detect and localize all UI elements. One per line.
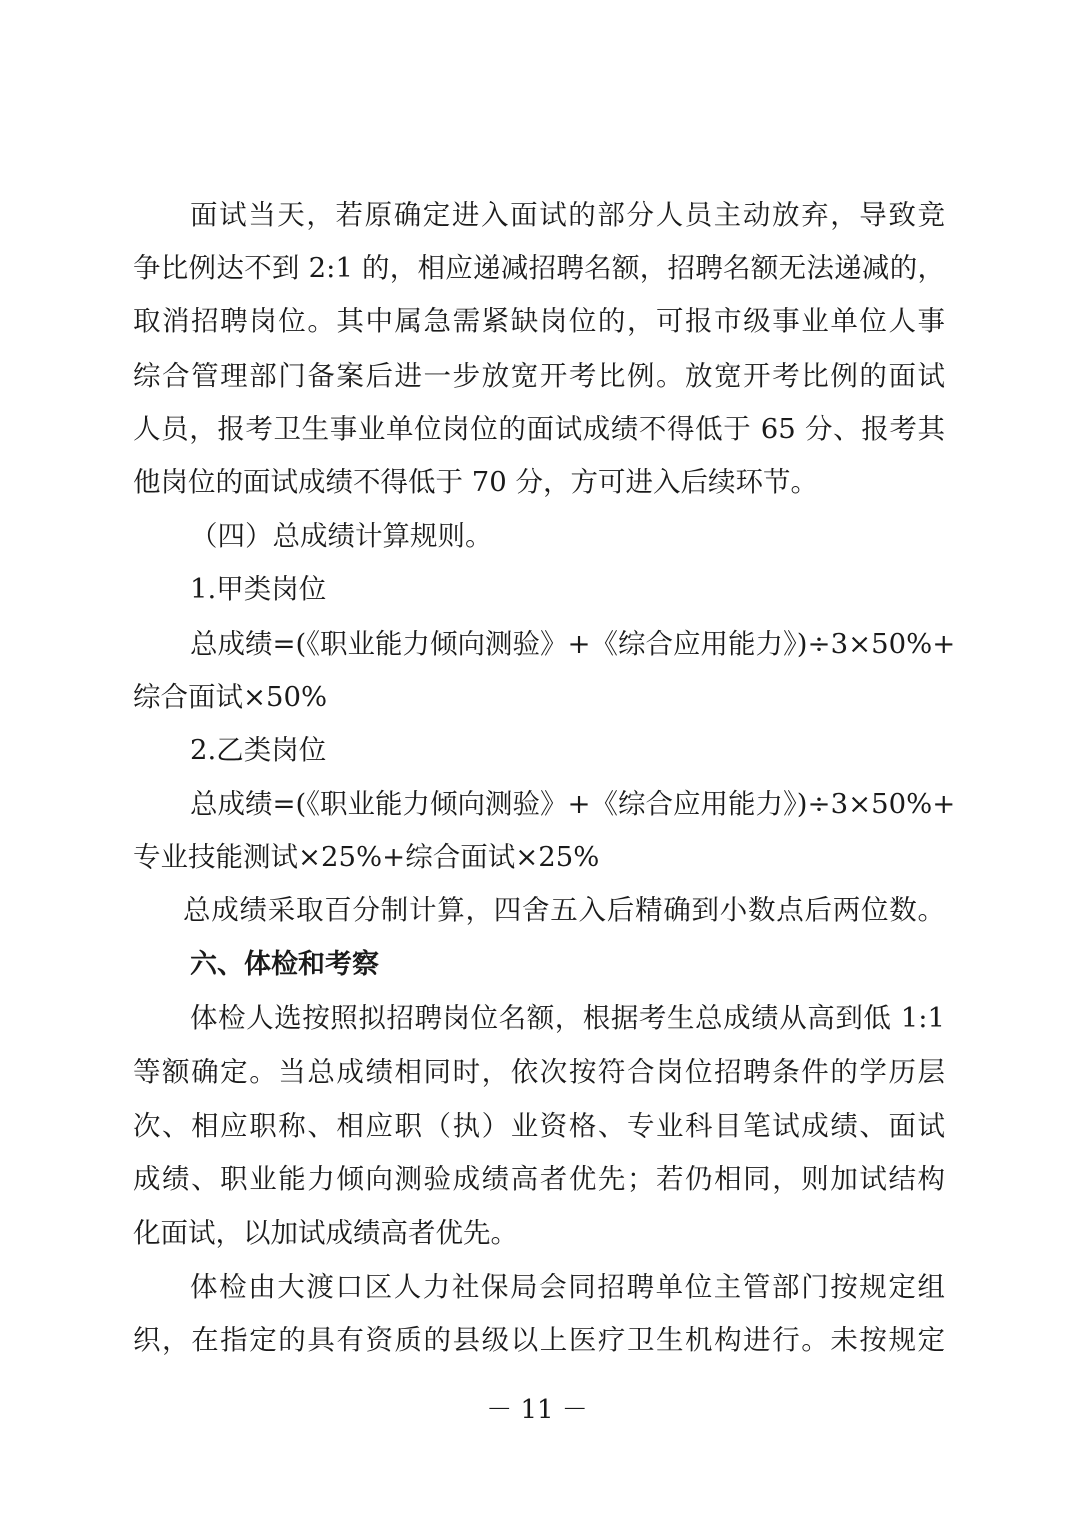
formula-line: 专业技能测试×25%+综合面试×25% (133, 841, 600, 873)
text-line: 他岗位的面试成绩不得低于 70 分，方可进入后续环节。 (133, 466, 818, 498)
formula-line: 总成绩=(《职业能力倾向测验》+《综合应用能力》)÷3×50%+ (190, 628, 956, 660)
formula-line: 综合面试×50% (133, 681, 328, 713)
class-a-title: 1.甲类岗位 (190, 573, 327, 605)
text-line: 面试当天，若原确定进入面试的部分人员主动放弃，导致竞 (190, 199, 945, 231)
text-line: 等额确定。当总成绩相同时，依次按符合岗位招聘条件的学历层 (133, 1056, 945, 1088)
class-b-title: 2.乙类岗位 (190, 734, 327, 766)
subsection-title: （四）总成绩计算规则。 (190, 520, 493, 552)
text-line: 织，在指定的具有资质的县级以上医疗卫生机构进行。未按规定 (133, 1324, 945, 1356)
page-number: － 11 － (486, 1395, 588, 1425)
text-line: 成绩、职业能力倾向测验成绩高者优先；若仍相同，则加试结构 (133, 1163, 945, 1195)
text-line: 综合管理部门备案后进一步放宽开考比例。放宽开考比例的面试 (133, 360, 945, 392)
text-line: 争比例达不到 2:1 的，相应递减招聘名额，招聘名额无法递减的， (133, 252, 945, 284)
text-line: 体检人选按照拟招聘岗位名额，根据考生总成绩从高到低 1:1 (190, 1002, 945, 1034)
text-line: 人员，报考卫生事业单位岗位的面试成绩不得低于 65 分、报考其 (133, 413, 945, 445)
text-line: 次、相应职称、相应职（执）业资格、专业科目笔试成绩、面试 (133, 1110, 945, 1142)
text-line: 总成绩采取百分制计算，四舍五入后精确到小数点后两位数。 (183, 894, 945, 926)
text-line: 化面试，以加试成绩高者优先。 (133, 1217, 518, 1249)
text-line: 取消招聘岗位。其中属急需紧缺岗位的，可报市级事业单位人事 (133, 305, 945, 337)
section-heading: 六、体检和考察 (190, 949, 379, 980)
text-line: 体检由大渡口区人力社保局会同招聘单位主管部门按规定组 (190, 1271, 945, 1303)
formula-line: 总成绩=(《职业能力倾向测验》+《综合应用能力》)÷3×50%+ (190, 788, 956, 820)
